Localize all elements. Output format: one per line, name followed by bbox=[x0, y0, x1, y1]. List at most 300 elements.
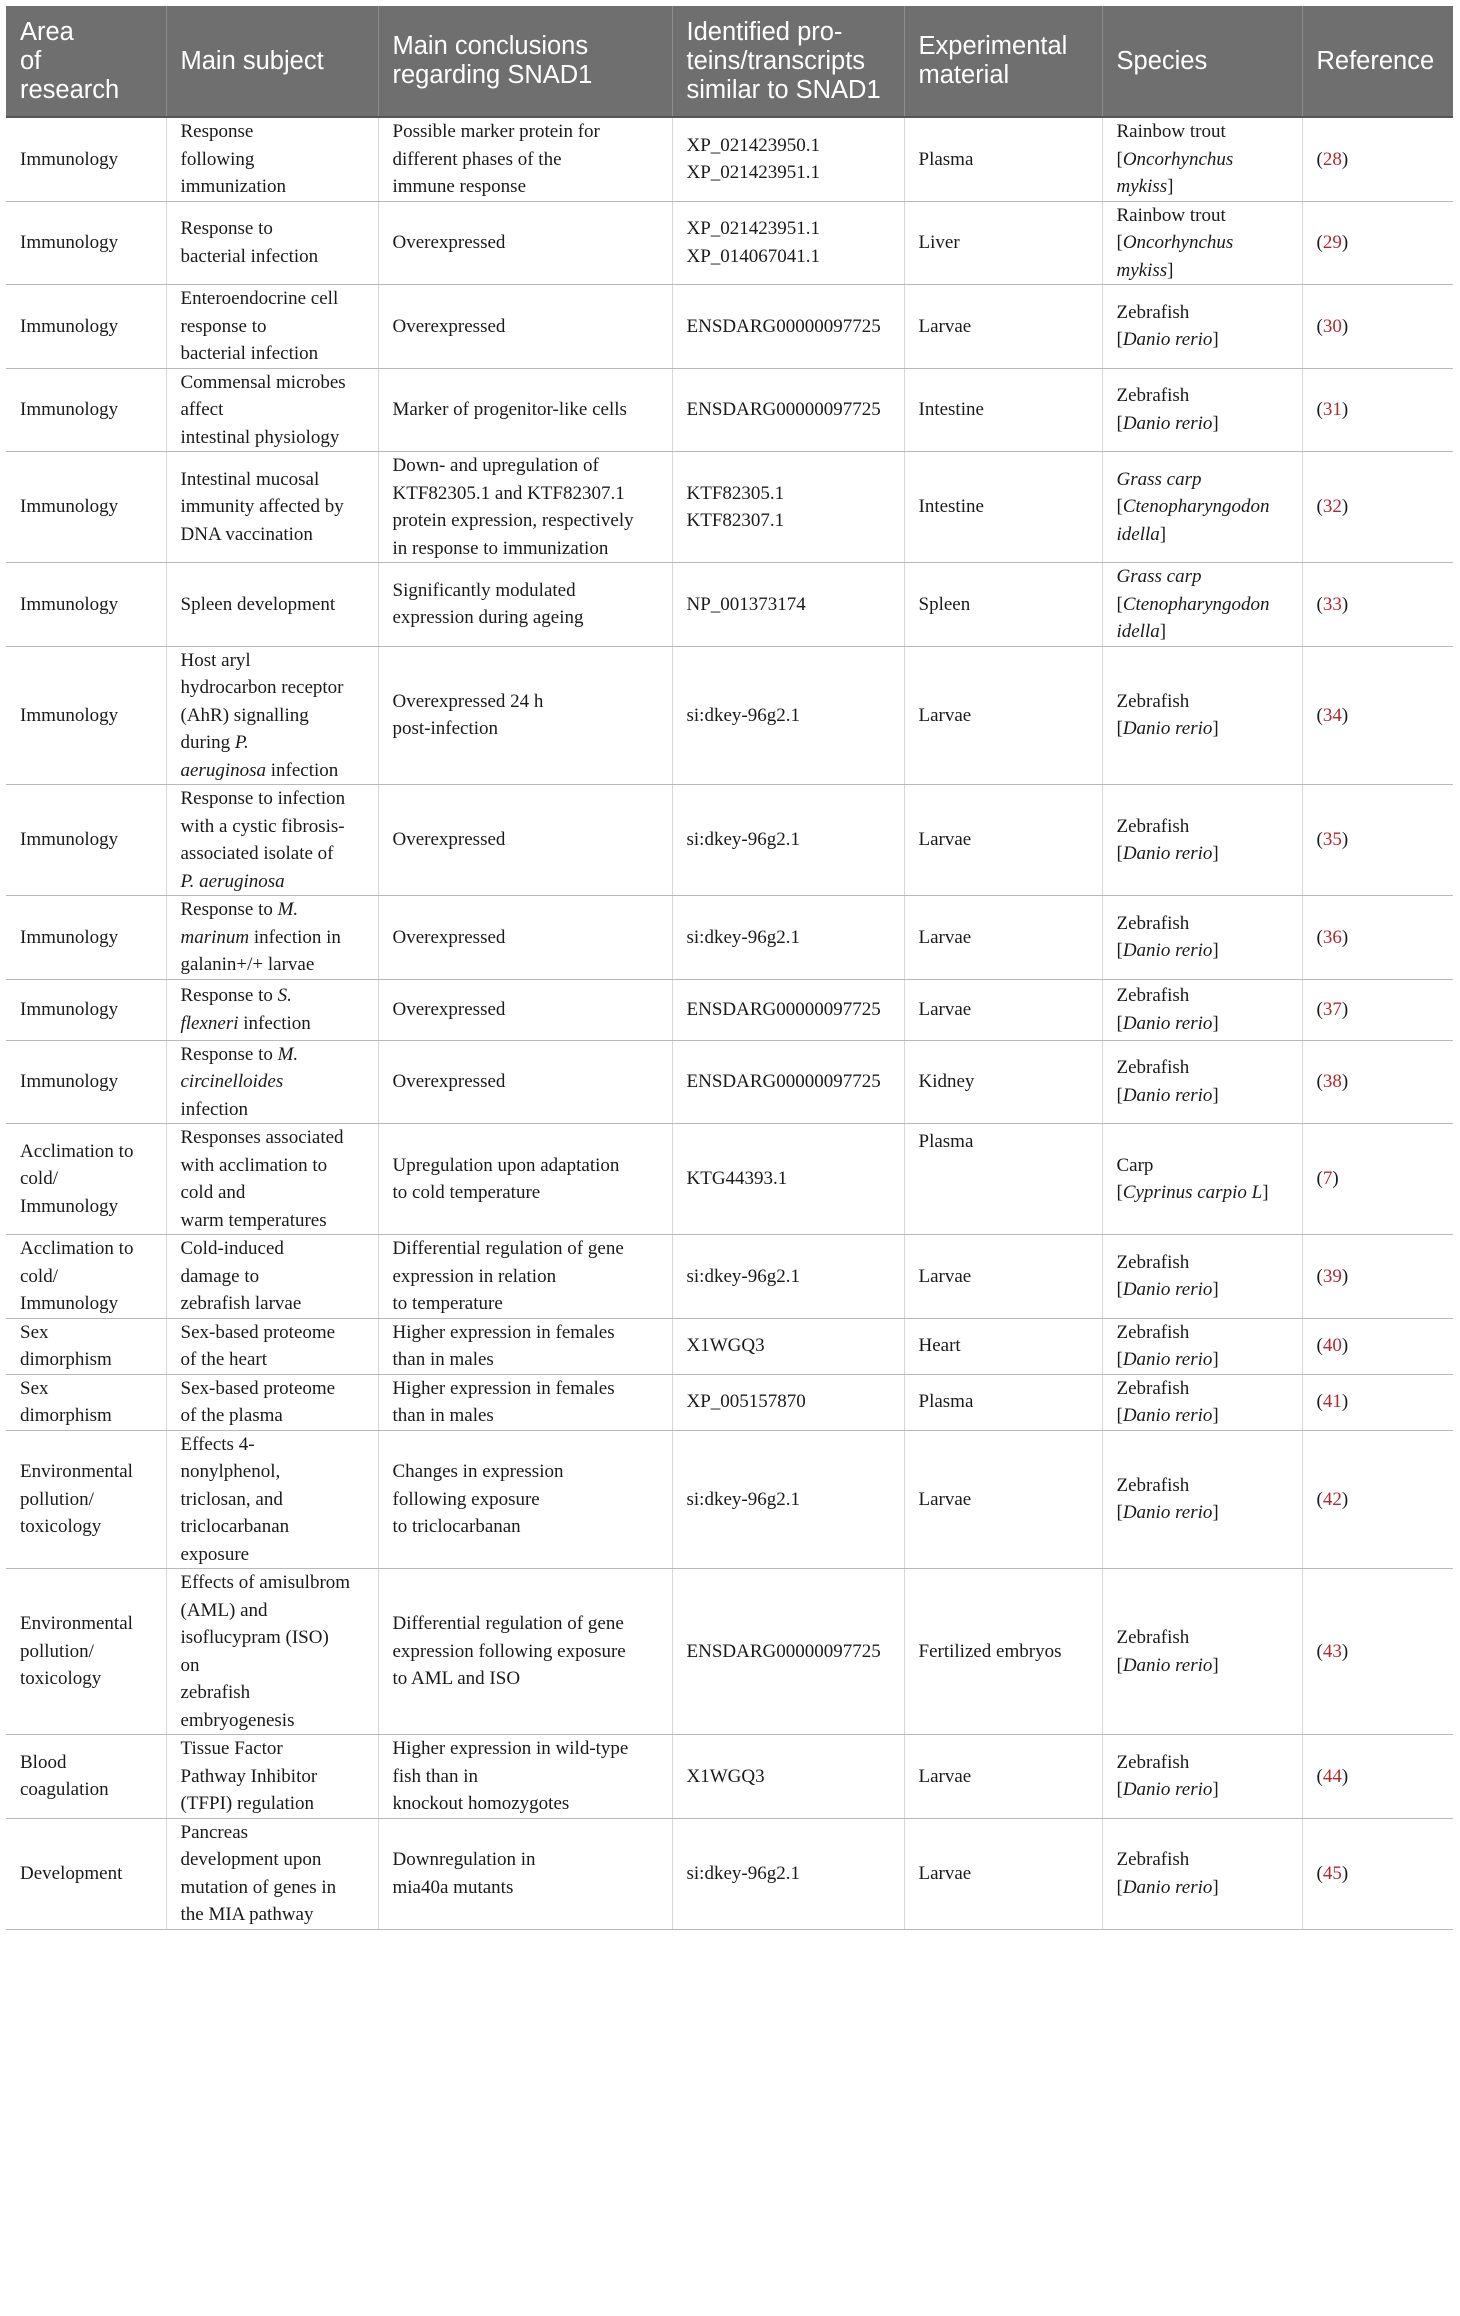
cell-conclusion-line: Overexpressed 24 h bbox=[392, 690, 544, 712]
header-conclusions bbox=[378, 6, 672, 117]
cell-subject-line: bacterial infection bbox=[180, 245, 319, 267]
cell-material-line: Liver bbox=[918, 232, 960, 253]
header-row bbox=[6, 6, 1453, 117]
reference-link[interactable]: 45 bbox=[1322, 1862, 1342, 1884]
cell-subject bbox=[166, 1040, 378, 1124]
cell-subject-line: affect bbox=[180, 399, 224, 420]
cell-species-line: Zebrafish bbox=[1116, 385, 1190, 407]
cell-subject-line: nonylphenol, bbox=[180, 1461, 281, 1482]
cell-reference: (42) bbox=[1302, 1430, 1453, 1569]
cell-subject-line: immunization bbox=[180, 176, 287, 197]
cell-conclusion-line: expression following exposure bbox=[392, 1640, 626, 1662]
cell-proteins-line: si:dkey-96g2.1 bbox=[686, 926, 800, 948]
reference-link[interactable]: 7 bbox=[1322, 1168, 1333, 1190]
cell-material-line: Larvae bbox=[918, 829, 972, 851]
reference-link[interactable]: 38 bbox=[1322, 1071, 1342, 1092]
cell-species-line: [Danio rerio] bbox=[1116, 1876, 1219, 1898]
cell-species bbox=[1102, 1569, 1302, 1735]
cell-subject bbox=[166, 1735, 378, 1819]
cell-species-line: [Danio rerio] bbox=[1116, 718, 1219, 740]
cell-proteins bbox=[672, 563, 904, 647]
cell-proteins bbox=[672, 785, 904, 896]
cell-area bbox=[6, 452, 166, 563]
cell-conclusion-line: expression during ageing bbox=[392, 607, 584, 629]
cell-species-line: Zebrafish bbox=[1116, 1377, 1190, 1399]
cell-reference: (28) bbox=[1302, 117, 1453, 201]
cell-subject-line: exposure bbox=[180, 1543, 250, 1565]
cell-area-line: Environmental bbox=[20, 1461, 133, 1482]
cell-species-line: Zebrafish bbox=[1116, 1057, 1190, 1079]
cell-material bbox=[904, 1735, 1102, 1819]
header-proteins-line-2: teins/transcripts bbox=[686, 46, 866, 75]
cell-conclusion bbox=[378, 117, 672, 201]
cell-conclusion bbox=[378, 1318, 672, 1374]
cell-proteins-line: KTF82307.1 bbox=[686, 510, 785, 531]
cell-area bbox=[6, 1040, 166, 1124]
cell-species-line: [Danio rerio] bbox=[1116, 1405, 1219, 1426]
cell-proteins bbox=[672, 452, 904, 563]
cell-species-line: mykiss] bbox=[1116, 259, 1174, 281]
table-row bbox=[6, 1318, 1453, 1374]
cell-species-line: [Danio rerio] bbox=[1116, 1349, 1219, 1370]
cell-species bbox=[1102, 1318, 1302, 1374]
cell-species-line: Rainbow trout bbox=[1116, 204, 1226, 226]
cell-material bbox=[904, 896, 1102, 980]
cell-material bbox=[904, 1569, 1102, 1735]
cell-area bbox=[6, 785, 166, 896]
cell-species-line: Zebrafish bbox=[1116, 1627, 1190, 1648]
cell-species-line: Zebrafish bbox=[1116, 1321, 1190, 1343]
cell-proteins bbox=[672, 896, 904, 980]
cell-proteins bbox=[672, 1735, 904, 1819]
snad1-studies-table bbox=[6, 6, 1453, 1930]
cell-area-line: Immunology bbox=[20, 1071, 119, 1092]
cell-reference: (34) bbox=[1302, 646, 1453, 785]
cell-conclusion-line: Higher expression in females bbox=[392, 1377, 615, 1399]
cell-area-line: Acclimation to bbox=[20, 1238, 134, 1259]
cell-reference: (44) bbox=[1302, 1735, 1453, 1819]
cell-species-line: [Danio rerio] bbox=[1116, 329, 1219, 351]
table-row bbox=[6, 563, 1453, 647]
cell-species-line: Zebrafish bbox=[1116, 1251, 1190, 1273]
cell-subject-line: hydrocarbon receptor bbox=[180, 677, 344, 698]
cell-species-line: [Oncorhynchus bbox=[1116, 148, 1234, 170]
cell-species bbox=[1102, 1735, 1302, 1819]
cell-conclusion-line: Changes in expression bbox=[392, 1461, 564, 1482]
cell-area bbox=[6, 1374, 166, 1430]
cell-proteins bbox=[672, 1235, 904, 1319]
cell-subject bbox=[166, 368, 378, 452]
cell-subject-line: Enteroendocrine cell bbox=[180, 288, 339, 309]
cell-subject-line: (AML) and bbox=[180, 1599, 268, 1621]
cell-area bbox=[6, 201, 166, 285]
table-row bbox=[6, 1569, 1453, 1735]
cell-subject-line: with acclimation to bbox=[180, 1154, 328, 1176]
cell-subject-line: development upon bbox=[180, 1849, 322, 1870]
cell-subject-line: Responses associated bbox=[180, 1127, 344, 1148]
cell-conclusion-line: knockout homozygotes bbox=[392, 1793, 570, 1814]
cell-subject-line: Response to M. bbox=[180, 899, 299, 920]
cell-species-line: Zebrafish bbox=[1116, 1751, 1190, 1773]
cell-subject bbox=[166, 117, 378, 201]
cell-conclusion bbox=[378, 979, 672, 1040]
cell-proteins bbox=[672, 201, 904, 285]
cell-conclusion-line: Differential regulation of gene bbox=[392, 1238, 624, 1259]
cell-material-line: Larvae bbox=[918, 998, 972, 1020]
table-body bbox=[6, 117, 1453, 1929]
cell-conclusion bbox=[378, 563, 672, 647]
cell-proteins-line: ENSDARG00000097725 bbox=[686, 315, 881, 337]
header-area bbox=[6, 6, 166, 117]
cell-proteins-line: XP_014067041.1 bbox=[686, 245, 821, 267]
cell-subject-line: Response to M. bbox=[180, 1043, 299, 1065]
cell-proteins-line: X1WGQ3 bbox=[686, 1765, 765, 1787]
cell-proteins-line: XP_021423951.1 bbox=[686, 162, 821, 184]
cell-subject-line: Response to bbox=[180, 218, 273, 240]
cell-subject bbox=[166, 1318, 378, 1374]
cell-reference: (31) bbox=[1302, 368, 1453, 452]
cell-subject-line: Spleen development bbox=[180, 593, 336, 615]
cell-subject bbox=[166, 1235, 378, 1319]
cell-conclusion-line: Higher expression in wild-type bbox=[392, 1738, 629, 1759]
cell-area-line: toxicology bbox=[20, 1516, 102, 1537]
cell-species-line: [Danio rerio] bbox=[1116, 1012, 1219, 1034]
cell-subject-line: triclosan, and bbox=[180, 1488, 283, 1510]
cell-proteins bbox=[672, 1318, 904, 1374]
cell-proteins-line: ENSDARG00000097725 bbox=[686, 1640, 881, 1662]
reference-link[interactable]: 40 bbox=[1322, 1335, 1342, 1357]
cell-material bbox=[904, 979, 1102, 1040]
cell-conclusion bbox=[378, 646, 672, 785]
cell-reference: (35) bbox=[1302, 785, 1453, 896]
cell-subject-line: Tissue Factor bbox=[180, 1738, 283, 1759]
cell-proteins-line: ENSDARG00000097725 bbox=[686, 399, 881, 420]
table-row bbox=[6, 1374, 1453, 1430]
cell-species-line: [Danio rerio] bbox=[1116, 1279, 1219, 1301]
cell-conclusion-line: than in males bbox=[392, 1349, 494, 1370]
cell-area-line: Immunology bbox=[20, 232, 119, 253]
cell-reference: (41) bbox=[1302, 1374, 1453, 1430]
cell-subject-line: associated isolate of bbox=[180, 843, 334, 864]
cell-area bbox=[6, 1818, 166, 1929]
cell-reference: (33) bbox=[1302, 563, 1453, 647]
cell-species bbox=[1102, 1040, 1302, 1124]
cell-subject-line: isoflucypram (ISO) bbox=[180, 1627, 329, 1648]
cell-material-line: Kidney bbox=[918, 1071, 975, 1092]
cell-proteins bbox=[672, 1040, 904, 1124]
cell-conclusion-line: to AML and ISO bbox=[392, 1668, 521, 1690]
cell-conclusion-line: Higher expression in females bbox=[392, 1321, 615, 1343]
cell-species-line: Zebrafish bbox=[1116, 815, 1190, 837]
cell-conclusion-line: to triclocarbanan bbox=[392, 1516, 521, 1537]
cell-area bbox=[6, 646, 166, 785]
cell-subject-line: intestinal physiology bbox=[180, 426, 340, 448]
cell-species bbox=[1102, 368, 1302, 452]
cell-material bbox=[904, 1818, 1102, 1929]
header-species: Species bbox=[1102, 6, 1302, 117]
cell-reference: (32) bbox=[1302, 452, 1453, 563]
cell-conclusion bbox=[378, 285, 672, 369]
cell-species-line: [Danio rerio] bbox=[1116, 843, 1219, 864]
cell-proteins-line: KTG44393.1 bbox=[686, 1168, 788, 1190]
cell-subject bbox=[166, 285, 378, 369]
cell-reference: (29) bbox=[1302, 201, 1453, 285]
cell-conclusion bbox=[378, 785, 672, 896]
cell-proteins bbox=[672, 117, 904, 201]
cell-reference: (39) bbox=[1302, 1235, 1453, 1319]
cell-material bbox=[904, 1235, 1102, 1319]
cell-material-line: Intestine bbox=[918, 496, 984, 518]
cell-conclusion bbox=[378, 896, 672, 980]
reference-link[interactable]: 36 bbox=[1322, 926, 1342, 948]
cell-species bbox=[1102, 117, 1302, 201]
cell-proteins-line: KTF82305.1 bbox=[686, 482, 785, 504]
cell-conclusion bbox=[378, 1430, 672, 1569]
table-row bbox=[6, 1235, 1453, 1319]
cell-conclusion bbox=[378, 1235, 672, 1319]
cell-species-line: [Danio rerio] bbox=[1116, 1779, 1219, 1801]
cell-material bbox=[904, 1124, 1102, 1235]
cell-conclusion bbox=[378, 1569, 672, 1735]
table-row bbox=[6, 1818, 1453, 1929]
header-material-line-1: Experimental bbox=[918, 32, 1068, 60]
cell-conclusion-line: KTF82305.1 and KTF82307.1 bbox=[392, 482, 625, 504]
cell-conclusion bbox=[378, 1040, 672, 1124]
cell-area bbox=[6, 1235, 166, 1319]
cell-subject-line: zebrafish bbox=[180, 1682, 251, 1703]
cell-conclusion-line: Marker of progenitor-like cells bbox=[392, 399, 627, 420]
cell-material-line: Larvae bbox=[918, 926, 972, 948]
cell-subject bbox=[166, 785, 378, 896]
cell-area bbox=[6, 979, 166, 1040]
cell-species-line: [Ctenopharyngodon bbox=[1116, 496, 1270, 518]
cell-proteins-line: NP_001373174 bbox=[686, 593, 806, 615]
cell-subject-line: Pathway Inhibitor bbox=[180, 1765, 318, 1787]
cell-subject-line: Cold-induced bbox=[180, 1238, 284, 1259]
reference-link[interactable]: 35 bbox=[1322, 829, 1342, 851]
header-material-line-2: material bbox=[918, 61, 1010, 89]
cell-proteins bbox=[672, 1818, 904, 1929]
reference-link[interactable]: 37 bbox=[1322, 998, 1342, 1020]
cell-subject-line: Sex-based proteome bbox=[180, 1321, 336, 1343]
reference-link[interactable]: 42 bbox=[1322, 1488, 1342, 1510]
cell-proteins-line: XP_021423951.1 bbox=[686, 218, 821, 240]
reference-link[interactable]: 34 bbox=[1322, 704, 1342, 726]
cell-subject bbox=[166, 1430, 378, 1569]
reference-link[interactable]: 44 bbox=[1322, 1765, 1342, 1787]
cell-material-line: Larvae bbox=[918, 315, 972, 337]
cell-material-line: Intestine bbox=[918, 399, 984, 420]
cell-conclusion-line: immune response bbox=[392, 176, 527, 197]
cell-conclusion-line: Possible marker protein for bbox=[392, 121, 600, 142]
cell-conclusion-line: Down- and upregulation of bbox=[392, 455, 599, 476]
cell-conclusion-line: post-infection bbox=[392, 718, 499, 740]
table-row bbox=[6, 117, 1453, 201]
cell-subject-line: immunity affected by bbox=[180, 496, 344, 518]
cell-material-line: Plasma bbox=[918, 1131, 974, 1152]
reference-link[interactable]: 32 bbox=[1322, 496, 1342, 518]
cell-subject-line: following bbox=[180, 148, 255, 170]
cell-material-line: Plasma bbox=[918, 1391, 974, 1413]
cell-material bbox=[904, 368, 1102, 452]
reference-link[interactable]: 43 bbox=[1322, 1640, 1342, 1662]
reference-link[interactable]: 30 bbox=[1322, 315, 1342, 337]
cell-subject-line: triclocarbanan bbox=[180, 1516, 290, 1537]
header-proteins-line-1: Identified pro- bbox=[686, 17, 843, 46]
cell-area bbox=[6, 1569, 166, 1735]
cell-subject-line: Effects 4- bbox=[180, 1433, 255, 1455]
cell-subject-line: cold and bbox=[180, 1182, 246, 1203]
header-proteins-line-3: similar to SNAD1 bbox=[686, 75, 881, 104]
cell-area-line: cold/ bbox=[20, 1168, 58, 1190]
cell-material bbox=[904, 1374, 1102, 1430]
cell-area bbox=[6, 285, 166, 369]
reference-link[interactable]: 29 bbox=[1322, 232, 1342, 253]
cell-material bbox=[904, 285, 1102, 369]
cell-subject-line: of the heart bbox=[180, 1349, 268, 1370]
cell-conclusion-line: Overexpressed bbox=[392, 232, 506, 253]
cell-area-line: Immunology bbox=[20, 399, 119, 420]
cell-conclusion bbox=[378, 201, 672, 285]
cell-conclusion-line: fish than in bbox=[392, 1765, 478, 1787]
cell-subject-line: Response to S. bbox=[180, 985, 292, 1006]
cell-conclusion-line: than in males bbox=[392, 1405, 494, 1426]
cell-area bbox=[6, 896, 166, 980]
header-material bbox=[904, 6, 1102, 117]
cell-subject-line: damage to bbox=[180, 1265, 260, 1287]
cell-material-line: Larvae bbox=[918, 1765, 972, 1787]
cell-subject bbox=[166, 896, 378, 980]
cell-conclusion-line: expression in relation bbox=[392, 1265, 557, 1287]
cell-species-line: [Danio rerio] bbox=[1116, 412, 1219, 434]
table-row bbox=[6, 785, 1453, 896]
cell-area bbox=[6, 1430, 166, 1569]
header-area-line-3: research bbox=[20, 75, 120, 104]
reference-link[interactable]: 39 bbox=[1322, 1265, 1342, 1287]
cell-species-line: Carp bbox=[1116, 1154, 1154, 1176]
cell-species-line: [Ctenopharyngodon bbox=[1116, 593, 1270, 615]
cell-conclusion-line: Overexpressed bbox=[392, 1071, 506, 1092]
cell-conclusion-line: to temperature bbox=[392, 1293, 503, 1314]
header-reference: Reference bbox=[1302, 6, 1453, 117]
cell-area bbox=[6, 1318, 166, 1374]
cell-reference: (43) bbox=[1302, 1569, 1453, 1735]
cell-species bbox=[1102, 285, 1302, 369]
cell-proteins-line: si:dkey-96g2.1 bbox=[686, 704, 800, 726]
cell-area-line: Immunology bbox=[20, 1195, 119, 1217]
cell-area-line: cold/ bbox=[20, 1265, 58, 1287]
cell-subject-line: Intestinal mucosal bbox=[180, 468, 320, 490]
cell-subject-line: Host aryl bbox=[180, 649, 251, 671]
table-row bbox=[6, 368, 1453, 452]
cell-area-line: Immunology bbox=[20, 496, 119, 518]
cell-material bbox=[904, 117, 1102, 201]
cell-conclusion bbox=[378, 1818, 672, 1929]
table-row bbox=[6, 896, 1453, 980]
cell-subject bbox=[166, 979, 378, 1040]
cell-subject-line: DNA vaccination bbox=[180, 523, 313, 545]
table-row bbox=[6, 201, 1453, 285]
cell-proteins-line: ENSDARG00000097725 bbox=[686, 1071, 881, 1092]
cell-subject-line: marinum infection in bbox=[180, 926, 341, 948]
cell-area-line: Immunology bbox=[20, 829, 119, 851]
cell-conclusion bbox=[378, 1124, 672, 1235]
cell-area-line: toxicology bbox=[20, 1668, 102, 1690]
cell-conclusion-line: Overexpressed bbox=[392, 926, 506, 948]
cell-subject-line: of the plasma bbox=[180, 1405, 283, 1426]
cell-subject-line: bacterial infection bbox=[180, 343, 319, 364]
cell-subject-line: mutation of genes in bbox=[180, 1876, 337, 1898]
cell-subject-line: (AhR) signalling bbox=[180, 704, 309, 726]
cell-proteins bbox=[672, 285, 904, 369]
reference-link[interactable]: 31 bbox=[1322, 399, 1342, 420]
cell-subject bbox=[166, 1124, 378, 1235]
cell-subject-line: Effects of amisulbrom bbox=[180, 1572, 351, 1593]
cell-subject bbox=[166, 452, 378, 563]
reference-link[interactable]: 41 bbox=[1322, 1391, 1342, 1413]
cell-species-line: Zebrafish bbox=[1116, 912, 1190, 934]
cell-area-line: Immunology bbox=[20, 593, 119, 615]
cell-reference: (40) bbox=[1302, 1318, 1453, 1374]
table-row bbox=[6, 452, 1453, 563]
cell-subject-line: on bbox=[180, 1654, 200, 1676]
cell-material-line: Spleen bbox=[918, 593, 971, 615]
table-row bbox=[6, 1735, 1453, 1819]
cell-area-line: Acclimation to bbox=[20, 1140, 134, 1162]
cell-material-line: Plasma bbox=[918, 148, 974, 170]
cell-species bbox=[1102, 1430, 1302, 1569]
cell-subject-line: infection bbox=[180, 1098, 249, 1120]
header-conclusions-line-1: Main conclusions bbox=[392, 32, 589, 60]
cell-subject-line: P. aeruginosa bbox=[180, 870, 285, 892]
cell-material bbox=[904, 1318, 1102, 1374]
cell-proteins bbox=[672, 368, 904, 452]
cell-conclusion-line: Differential regulation of gene bbox=[392, 1613, 624, 1635]
cell-subject-line: warm temperatures bbox=[180, 1209, 327, 1231]
cell-subject-line: Response bbox=[180, 121, 254, 142]
cell-proteins bbox=[672, 1569, 904, 1735]
cell-area-line: dimorphism bbox=[20, 1405, 112, 1426]
header-area-line-1: Area bbox=[20, 17, 74, 46]
cell-area-line: Sex bbox=[20, 1321, 49, 1343]
cell-subject-line: with a cystic fibrosis- bbox=[180, 815, 345, 837]
cell-proteins bbox=[672, 1124, 904, 1235]
cell-subject-line: (TFPI) regulation bbox=[180, 1793, 315, 1814]
cell-species-line: Zebrafish bbox=[1116, 301, 1190, 323]
cell-area-line: dimorphism bbox=[20, 1349, 112, 1370]
table-row bbox=[6, 1124, 1453, 1235]
cell-conclusion-line: Overexpressed bbox=[392, 829, 506, 851]
cell-species-line: idella] bbox=[1116, 621, 1167, 642]
header-area-line-2: of bbox=[20, 46, 42, 75]
cell-area-line: Sex bbox=[20, 1377, 49, 1399]
table-row bbox=[6, 979, 1453, 1040]
cell-material bbox=[904, 452, 1102, 563]
cell-conclusion-line: following exposure bbox=[392, 1488, 540, 1510]
cell-species-line: mykiss] bbox=[1116, 176, 1174, 197]
cell-conclusion-line: in response to immunization bbox=[392, 537, 609, 559]
cell-subject bbox=[166, 1818, 378, 1929]
reference-link[interactable]: 28 bbox=[1322, 148, 1342, 170]
cell-species bbox=[1102, 1374, 1302, 1430]
cell-conclusion-line: Significantly modulated bbox=[392, 579, 576, 601]
cell-conclusion bbox=[378, 1735, 672, 1819]
cell-species-line: Grass carp bbox=[1116, 468, 1202, 490]
cell-proteins bbox=[672, 1374, 904, 1430]
reference-link[interactable]: 33 bbox=[1322, 593, 1342, 615]
cell-material bbox=[904, 563, 1102, 647]
cell-proteins-line: XP_021423950.1 bbox=[686, 134, 821, 156]
